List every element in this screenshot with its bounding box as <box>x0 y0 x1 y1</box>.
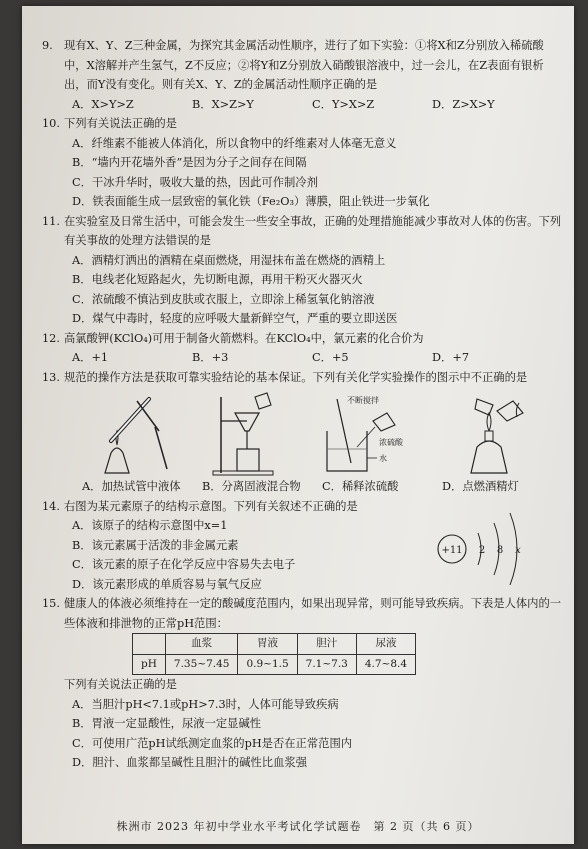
page-footer: 株洲市 2023 年初中学业水平考试化学试题卷 第 2 页（共 6 页） <box>116 820 480 833</box>
option-c: C．该元素的原子在化学反应中容易失去电子 <box>72 558 296 571</box>
question-12 <box>42 329 562 368</box>
option-a: A．纤维素不能被人体消化，所以食物中的纤维素对人体毫无意义 <box>72 136 397 150</box>
options-row <box>42 348 562 368</box>
shell-1-electrons: 2 <box>478 544 486 556</box>
table-header-row <box>133 634 416 655</box>
question-stem: 下列有关说法正确的是 <box>64 117 177 130</box>
table-header-cell: 胃液 <box>238 634 297 655</box>
question-stem: 现有X、Y、Z三种金属，为探究其金属活动性顺序，进行了如下实验：①将X和Z分别放入稀硫酸中，X溶解并产生氢气，Z不反应；②将Y和Z分别放入硝酸银溶液中，过一会儿，在Z表面有银析出，而Y没有变化。则有关X、Y、Z的金属活动性顺序正确的是 <box>64 39 544 91</box>
stir-label: 不断搅拌 <box>347 396 379 405</box>
dilute-sulfuric-acid-figure <box>317 391 427 477</box>
option-b: B．分离固液混合物 <box>202 480 301 493</box>
question-11 <box>42 212 562 329</box>
option-b: B．该元素属于活泼的非金属元素 <box>72 538 239 552</box>
question-sub-stem: 下列有关说法正确的是 <box>64 678 177 691</box>
option-b: B．+3 <box>192 351 229 364</box>
table-cell: pH <box>133 654 166 675</box>
table-header-cell <box>133 634 166 655</box>
table-cell: 4.7~8.4 <box>356 654 415 675</box>
question-15 <box>42 594 562 773</box>
question-10 <box>42 114 562 212</box>
option-a: A．当胆汁pH<7.1或pH>7.3时，人体可能导致疾病 <box>72 697 339 711</box>
question-number: 11. <box>42 214 60 228</box>
figure-labels <box>42 477 562 497</box>
question-13 <box>42 368 562 497</box>
question-14 <box>42 497 562 595</box>
option-b: B．X>Z>Y <box>192 97 254 111</box>
option-a: A．X>Y>Z <box>72 97 134 111</box>
option-b: B．电线老化短路起火，先切断电源，再用干粉灭火器灭火 <box>72 273 363 286</box>
question-stem: 右图为某元素原子的结构示意图。下列有关叙述不正确的是 <box>64 499 358 513</box>
table-cell: 7.35~7.45 <box>165 654 238 675</box>
question-stem: 健康人的体液必须维持在一定的酸碱度范围内，如果出现异常，则可能导致疾病。下表是人体内的一些体液和排泄物的正常pH范围： <box>64 597 562 630</box>
option-c: C．Y>X>Z <box>312 97 375 111</box>
option-d: D．+7 <box>432 351 470 364</box>
nucleus-charge: +11 <box>441 544 463 556</box>
alcohol-lamp-figure <box>457 391 537 477</box>
question-stem: 在实验室及日常生活中，可能会发生一些安全事故，正确的处理措施能减少事故对人体的伤害。下列有关事故的处理方法错误的是 <box>64 214 562 247</box>
question-number: 10. <box>42 117 60 130</box>
question-number: 15. <box>42 597 60 610</box>
question-number: 13. <box>42 370 60 384</box>
question-number: 14. <box>42 499 60 513</box>
exam-page <box>22 6 574 844</box>
option-d: D．点燃酒精灯 <box>442 480 519 493</box>
options-row <box>42 95 562 115</box>
option-c: C．浓硫酸不慎沾到皮肤或衣服上，立即涂上稀氢氧化钠溶液 <box>72 292 375 306</box>
option-c: C．可使用广范pH试纸测定血浆的pH是否在正常范围内 <box>72 736 353 750</box>
ph-table <box>132 633 416 675</box>
table-header-cell: 血浆 <box>165 634 238 655</box>
question-stem: 规范的操作方法是获取可靠实验结论的基本保证。下列有关化学实验操作的图示中不正确的是 <box>64 370 528 384</box>
option-c: C．稀释浓硫酸 <box>322 480 399 493</box>
option-a: A．该原子的结构示意图中x=1 <box>72 519 228 532</box>
shell-3-electrons: x <box>515 544 521 556</box>
water-label: 水 <box>379 454 387 463</box>
option-d: D．铁表面能生成一层致密的氧化铁（Fe₂O₃）薄膜，阻止铁进一步氧化 <box>72 195 430 208</box>
table-header-cell: 胆汁 <box>297 634 356 655</box>
option-a: A．+1 <box>72 351 109 364</box>
question-stem: 高氯酸钾(KClO₄)可用于制备火箭燃料。在KClO₄中，氯元素的化合价为 <box>64 331 424 345</box>
question-number: 12. <box>42 331 60 345</box>
option-a: A．酒精灯洒出的酒精在桌面燃烧，用湿抹布盖在燃烧的酒精上 <box>72 253 386 267</box>
atom-structure-diagram <box>434 507 544 585</box>
option-d: D．胆汁、血浆都呈碱性且胆汁的碱性比血浆强 <box>72 756 307 769</box>
table-row <box>133 654 416 675</box>
option-a: A．加热试管中液体 <box>82 480 181 493</box>
table-cell: 0.9~1.5 <box>238 654 297 675</box>
shell-2-electrons: 8 <box>496 544 504 556</box>
question-9 <box>42 36 562 114</box>
option-b: B．“墙内开花墙外香”是因为分子之间存在间隔 <box>72 156 307 169</box>
option-d: D．煤气中毒时，轻度的应呼吸大量新鲜空气，严重的要立即送医 <box>72 312 398 325</box>
table-header-cell: 尿液 <box>356 634 415 655</box>
filtration-figure <box>207 391 287 477</box>
option-d: D．该元素形成的单质容易与氧气反应 <box>72 577 262 591</box>
table-cell: 7.1~7.3 <box>297 654 356 675</box>
question-number: 9. <box>42 39 53 52</box>
option-c: C．+5 <box>312 351 349 364</box>
acid-label: 浓硫酸 <box>379 438 403 447</box>
heating-test-tube-figure <box>97 391 177 477</box>
option-d: D．Z>X>Y <box>432 97 495 111</box>
option-c: C．干冰升华时，吸收大量的热，因此可作制冷剂 <box>72 175 318 189</box>
option-b: B．胃液一定显酸性，尿液一定显碱性 <box>72 717 262 730</box>
experiment-figures <box>42 387 562 477</box>
exam-content <box>42 36 562 773</box>
